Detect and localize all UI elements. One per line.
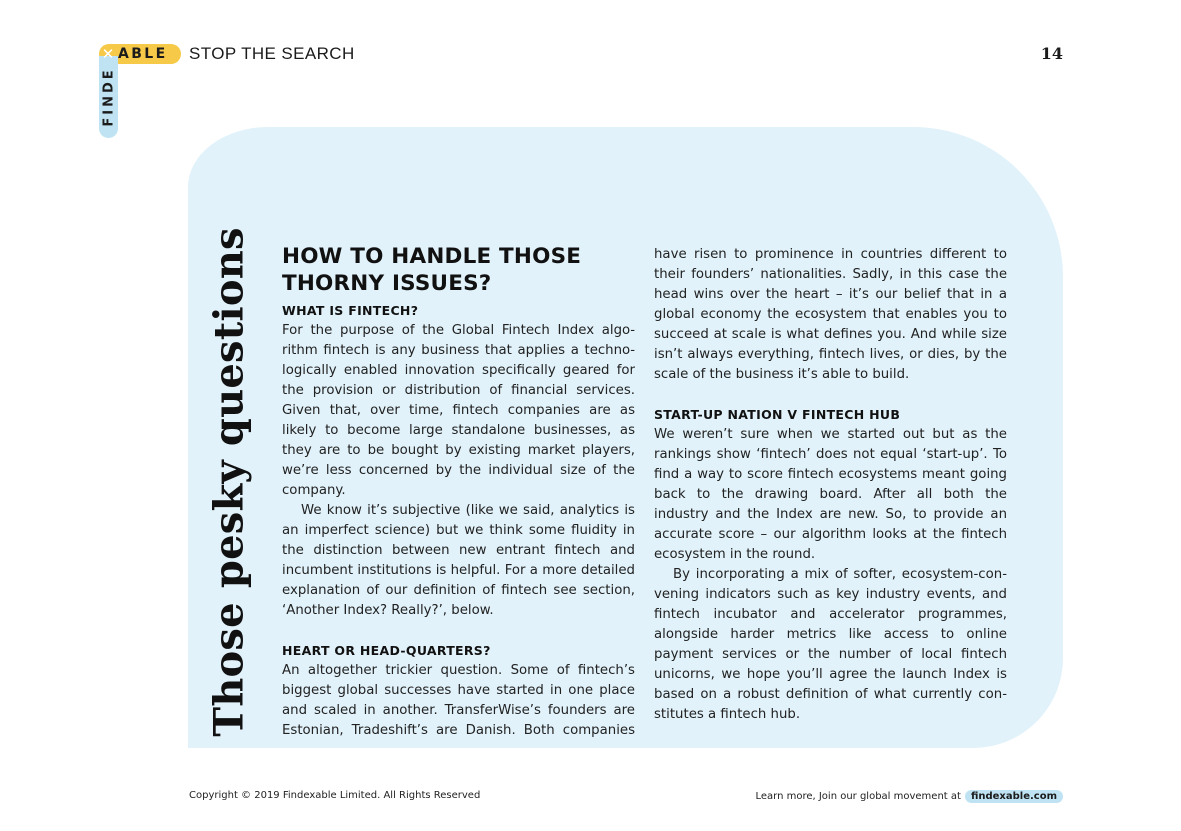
- page-number: 14: [1040, 44, 1063, 63]
- header-title: STOP THE SEARCH: [189, 44, 355, 63]
- right-column: [654, 245, 1007, 725]
- footer-website-link[interactable]: findexable.com: [965, 790, 1063, 803]
- paragraph: We weren’t sure when we started out but as the rankings show ‘fintech’ does not equal ‘start-up’. To find a way to score fintech ecosystems meant going back to the drawing board. After all both the industry and the Index are new. So, to provide an accurate score – our algorithm looks at the fintech ecosystem in the round.: [654, 427, 1007, 562]
- paragraph: An altogether trickier question. Some of fintech’s biggest global successes have started in one place and scaled in another. TransferWise’s founders are Estonian, Tradeshift’s are Danish. Both companies: [282, 663, 635, 738]
- paragraph: We know it’s subjective (like we said, analytics is an imperfect science) but we think some fluidity in the distinction between new entrant fintech and incumbent institutions is helpful. For a more detailed explanation of our definition of fintech see section, ‘Another Index? Really?’, below.: [282, 503, 635, 618]
- spacer: [282, 621, 635, 641]
- footer-cta-text: Learn more, Join our global movement at: [755, 790, 961, 802]
- section-heading: START-UP NATION V FINTECH HUB: [654, 407, 901, 422]
- vertical-heading: Those pesky questions: [205, 227, 253, 737]
- paragraph: By incorporating a mix of softer, ecosystem-convening indicators such as key industry events, and fintech incubator and accelerator programmes, alongside harder metrics like access to online payment services or the number of local fintech unicorns, we hope you’ll agree the launch Index is based on a robust definition of what currently constitutes a fintech hub.: [654, 567, 1007, 722]
- left-column: [282, 243, 635, 741]
- footer-cta: [755, 787, 1063, 805]
- section-heading: HEART OR HEAD-QUARTERS?: [282, 643, 491, 658]
- paragraph: have risen to prominence in countries different to their founders’ nationalities. Sadly, in this case the head wins over the heart – it’s our belief that in a global economy the ecosystem that enables you to succeed at scale is what defines you. And while size isn’t always everything, fintech lives, or dies, by the scale of the business it’s able to build.: [654, 247, 1007, 382]
- article-title: HOW TO HANDLE THOSE THORNY ISSUES?: [282, 244, 582, 296]
- logo-able-text: ABLE: [118, 46, 168, 62]
- logo-x-icon: ✕: [101, 45, 115, 63]
- footer-copyright: Copyright © 2019 Findexable Limited. All Rights Reserved: [189, 790, 481, 801]
- paragraph: For the purpose of the Global Fintech Index algorithm fintech is any business that applies a technologically enabled innovation specifically geared for the provision or distribution of financial services. Given that, over time, fintech companies are as likely to become large standalone businesses, as they are to be bought by existing market players, we’re less concerned by the individual size of the company.: [282, 323, 635, 498]
- logo-finde-text: FINDE: [101, 67, 117, 127]
- spacer: [654, 385, 1007, 405]
- section-heading: WHAT IS FINTECH?: [282, 303, 419, 318]
